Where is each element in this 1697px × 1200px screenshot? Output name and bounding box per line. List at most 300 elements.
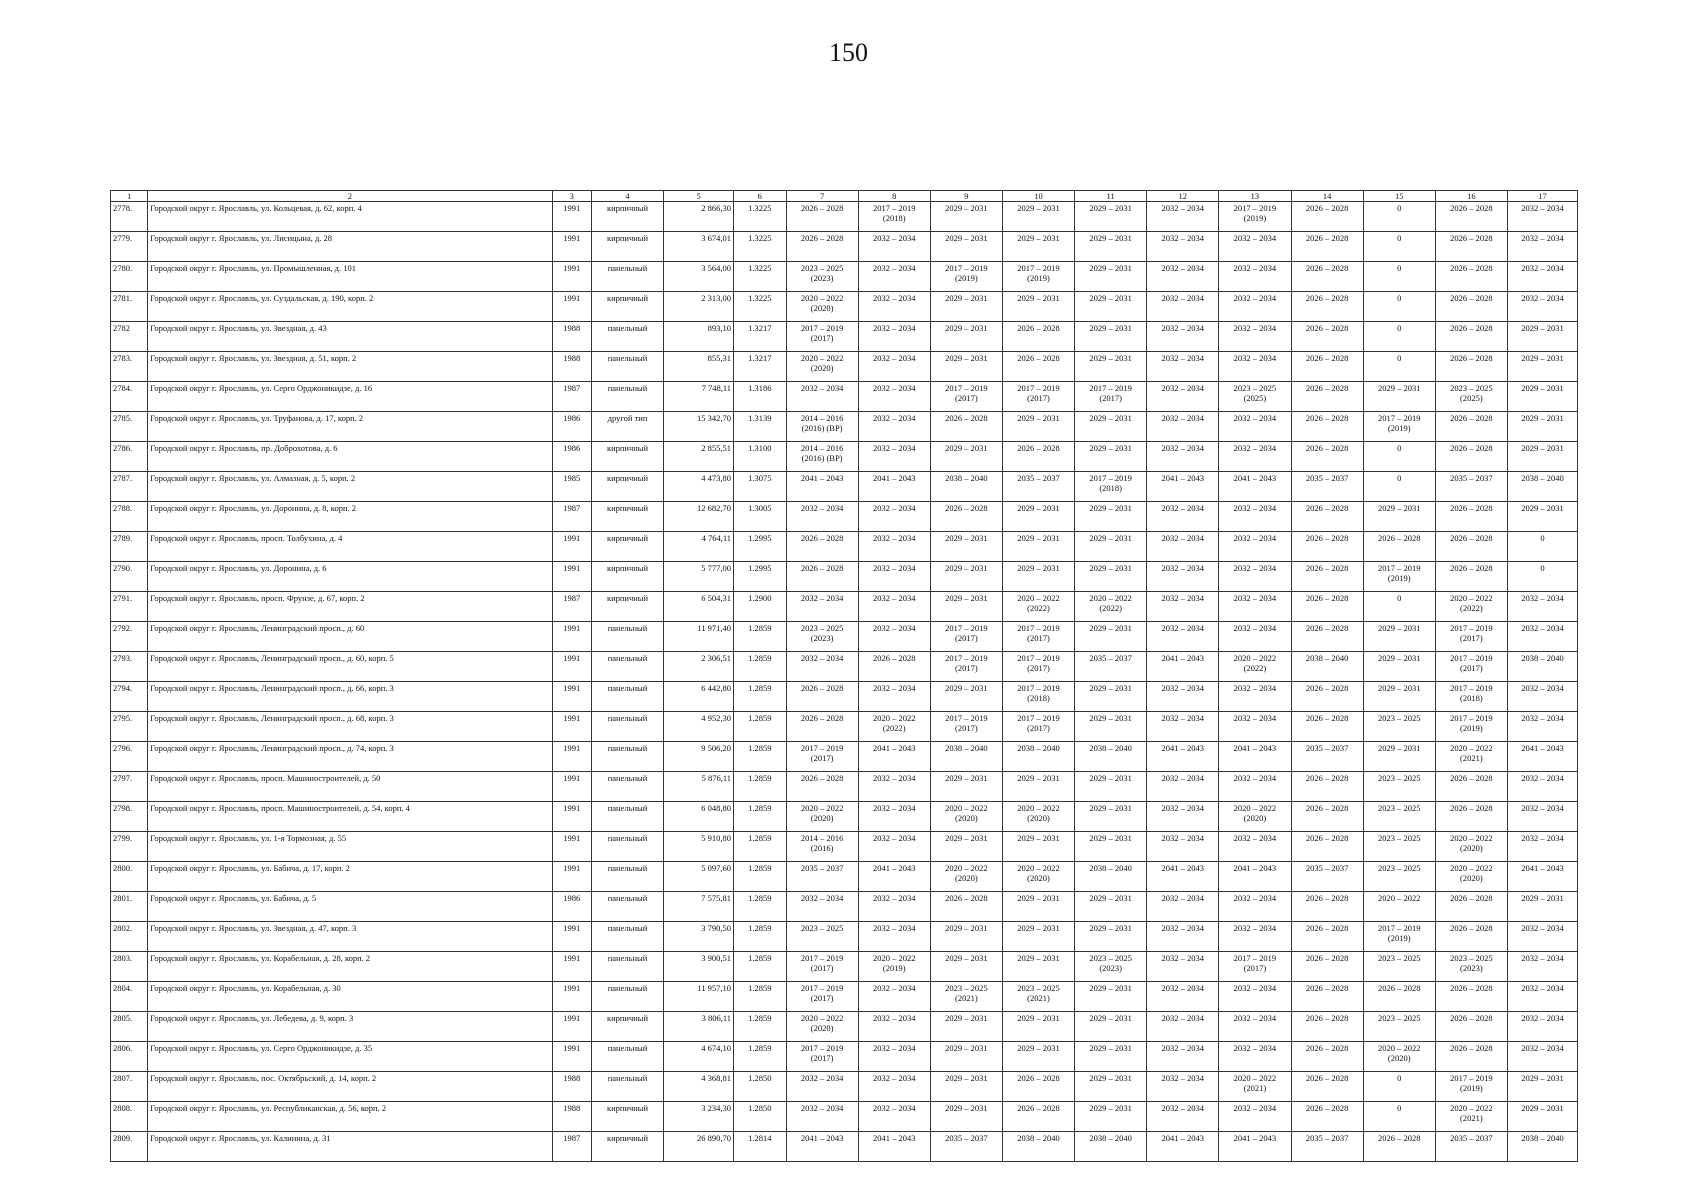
table-cell: 1991 [552,1012,591,1042]
table-cell: 2032 – 2034 [1507,1042,1577,1072]
table-cell: 2035 – 2037 [1291,472,1363,502]
table-cell: 2032 – 2034 [1147,292,1219,322]
table-cell: 2032 – 2034 [1219,982,1291,1012]
table-cell: 2032 – 2034 [858,442,930,472]
table-cell: 2041 – 2043 [858,472,930,502]
table-cell: 2026 – 2028 [1435,322,1507,352]
table-cell: 2029 – 2031 [1507,502,1577,532]
table-cell: 2026 – 2028 [1291,712,1363,742]
table-cell: 2032 – 2034 [1219,232,1291,262]
table-cell: 2032 – 2034 [1219,532,1291,562]
table-cell: 1987 [552,382,591,412]
table-cell: Городской округ г. Ярославль, ул. Серго Орджоникидзе, д. 16 [148,382,552,412]
table-cell: 1.2814 [734,1132,786,1162]
table-cell: Городской округ г. Ярославль, просп. Машиностроителей, д. 50 [148,772,552,802]
table-row [111,562,1578,592]
table-cell: 2026 – 2028 [1435,352,1507,382]
table-cell: 2026 – 2028 [1291,982,1363,1012]
table-cell: 11 971,40 [664,622,734,652]
table-cell: 2808. [111,1102,148,1132]
column-header: 14 [1291,191,1363,202]
table-cell: 2026 – 2028 [1291,322,1363,352]
table-cell: 2032 – 2034 [1219,922,1291,952]
table-cell: 2032 – 2034 [1147,712,1219,742]
table-cell: панельный [591,922,663,952]
table-cell: Городской округ г. Ярославль, ул. 1-я Тормозная, д. 55 [148,832,552,862]
table-cell: 2026 – 2028 [1291,952,1363,982]
table-cell: 2020 – 2022 (2020) [786,802,858,832]
table-cell: Городской округ г. Ярославль, ул. Алмазная, д. 5, корп. 2 [148,472,552,502]
table-cell: 1991 [552,652,591,682]
table-cell: 2026 – 2028 [1291,202,1363,232]
table-cell: 1.3100 [734,442,786,472]
table-cell: Городской округ г. Ярославль, ул. Корабельная, д. 28, корп. 2 [148,952,552,982]
table-cell: 2783. [111,352,148,382]
table-cell: 1991 [552,532,591,562]
table-cell: 2026 – 2028 [1291,532,1363,562]
table-cell: 2784. [111,382,148,412]
table-cell: панельный [591,652,663,682]
table-cell: 5 777,00 [664,562,734,592]
column-header: 11 [1075,191,1147,202]
table-cell: 1991 [552,862,591,892]
table-cell: 1991 [552,622,591,652]
table-cell: панельный [591,352,663,382]
table-cell: 1991 [552,712,591,742]
table-cell: 1.2850 [734,1072,786,1102]
table-cell: 2026 – 2028 [1002,442,1074,472]
table-cell: 2781. [111,292,148,322]
table-cell: 2032 – 2034 [1147,892,1219,922]
table-cell: 2020 – 2022 (2020) [930,862,1002,892]
table-cell: 1.2859 [734,952,786,982]
table-cell: 2026 – 2028 [1435,232,1507,262]
table-row [111,802,1578,832]
table-cell: панельный [591,772,663,802]
table-cell: 2023 – 2025 (2021) [930,982,1002,1012]
table-cell: 2026 – 2028 [1291,892,1363,922]
table-cell: 2782 [111,322,148,352]
table-cell: 2020 – 2022 (2022) [1002,592,1074,622]
table-row [111,742,1578,772]
table-cell: 2786. [111,442,148,472]
table-cell: 2032 – 2034 [786,592,858,622]
table-cell: 2029 – 2031 [1507,892,1577,922]
table-cell: 2026 – 2028 [786,202,858,232]
table-cell: 2029 – 2031 [1075,832,1147,862]
table-cell: 2032 – 2034 [858,412,930,442]
table-cell: 2032 – 2034 [1147,952,1219,982]
table-cell: 2026 – 2028 [1435,532,1507,562]
table-cell: 2032 – 2034 [1219,442,1291,472]
table-cell: 2026 – 2028 [1363,1132,1435,1162]
table-cell: 2032 – 2034 [858,682,930,712]
table-cell: 2029 – 2031 [1075,802,1147,832]
table-cell: 2029 – 2031 [1075,412,1147,442]
table-cell: 2035 – 2037 [1435,472,1507,502]
table-cell: 2029 – 2031 [1075,682,1147,712]
table-cell: 2035 – 2037 [1435,1132,1507,1162]
table-row [111,1012,1578,1042]
table-cell: 2032 – 2034 [858,322,930,352]
table-cell: 2788. [111,502,148,532]
table-cell: 2029 – 2031 [1363,502,1435,532]
table-cell: 1986 [552,442,591,472]
table-cell: 2017 – 2019 (2017) [786,1042,858,1072]
table-cell: 2038 – 2040 [1291,652,1363,682]
table-cell: 2799. [111,832,148,862]
table-cell: 2020 – 2022 (2020) [1435,832,1507,862]
table-cell: панельный [591,382,663,412]
table-cell: 1.3186 [734,382,786,412]
table-row [111,982,1578,1012]
table-cell: 2020 – 2022 (2022) [858,712,930,742]
table-cell: 2032 – 2034 [1507,232,1577,262]
table-cell: 2029 – 2031 [1363,622,1435,652]
table-cell: 893,10 [664,322,734,352]
table-cell: 2038 – 2040 [1002,742,1074,772]
table-cell: 0 [1363,592,1435,622]
table-cell: Городской округ г. Ярославль, ул. Республиканская, д. 56, корп. 2 [148,1102,552,1132]
table-cell: 2032 – 2034 [858,772,930,802]
table-cell: 2032 – 2034 [858,1012,930,1042]
table-cell: 0 [1363,1072,1435,1102]
table-cell: 2032 – 2034 [1219,502,1291,532]
table-cell: 1.3225 [734,262,786,292]
table-cell: Городской округ г. Ярославль, ул. Лебедева, д. 9, корп. 3 [148,1012,552,1042]
table-cell: 2032 – 2034 [858,622,930,652]
table-row [111,1132,1578,1162]
table-cell: 6 048,80 [664,802,734,832]
table-cell: 2023 – 2025 [786,922,858,952]
table-cell: 2032 – 2034 [1219,292,1291,322]
table-cell: 2032 – 2034 [1507,592,1577,622]
table-cell: 2017 – 2019 (2019) [1363,562,1435,592]
table-cell: 2032 – 2034 [1147,202,1219,232]
table-cell: 1.3217 [734,352,786,382]
table-cell: 3 806,11 [664,1012,734,1042]
table-cell: кирпичный [591,502,663,532]
table-cell: 2017 – 2019 (2019) [1363,412,1435,442]
table-cell: 2026 – 2028 [1291,622,1363,652]
table-cell: 2026 – 2028 [1363,532,1435,562]
table-cell: 2017 – 2019 (2017) [1002,382,1074,412]
table-row [111,352,1578,382]
table-cell: 1.2900 [734,592,786,622]
table-cell: 2032 – 2034 [858,1102,930,1132]
table-cell: 2026 – 2028 [1435,292,1507,322]
table-cell: 2023 – 2025 (2023) [1435,952,1507,982]
table-cell: Городской округ г. Ярославль, просп. Толбухина, д. 4 [148,532,552,562]
table-row [111,442,1578,472]
table-cell: 2032 – 2034 [858,1042,930,1072]
column-header: 16 [1435,191,1507,202]
table-cell: панельный [591,622,663,652]
table-cell: 2035 – 2037 [1075,652,1147,682]
table-cell: 2017 – 2019 (2017) [930,652,1002,682]
table-cell: 2029 – 2031 [1075,622,1147,652]
table-cell: 2032 – 2034 [858,982,930,1012]
table-cell: 1988 [552,352,591,382]
table-cell: 1991 [552,202,591,232]
table-cell: 2029 – 2031 [1075,1012,1147,1042]
table-cell: 2800. [111,862,148,892]
table-cell: 2791. [111,592,148,622]
table-cell: 2020 – 2022 (2021) [1219,1072,1291,1102]
table-cell: 2787. [111,472,148,502]
table-cell: 2796. [111,742,148,772]
table-cell: 2029 – 2031 [1075,532,1147,562]
table-cell: 2026 – 2028 [1435,1012,1507,1042]
table-cell: 1991 [552,262,591,292]
table-cell: 6 442,80 [664,682,734,712]
table-cell: 2029 – 2031 [1002,532,1074,562]
table-cell: 2038 – 2040 [1507,1132,1577,1162]
table-cell: 2026 – 2028 [786,682,858,712]
table-cell: 1.3005 [734,502,786,532]
table-cell: 1.2859 [734,832,786,862]
table-cell: 2026 – 2028 [1291,292,1363,322]
table-cell: 2029 – 2031 [1002,232,1074,262]
table-cell: Городской округ г. Ярославль, ул. Калинина, д. 31 [148,1132,552,1162]
table-cell: 2029 – 2031 [930,682,1002,712]
table-cell: панельный [591,892,663,922]
table-cell: 2014 – 2016 (2016) (ВР) [786,412,858,442]
table-cell: 2029 – 2031 [1507,1102,1577,1132]
table-row [111,622,1578,652]
table-row [111,712,1578,742]
table-cell: 2026 – 2028 [1435,562,1507,592]
table-cell: панельный [591,982,663,1012]
table-cell: 2041 – 2043 [786,1132,858,1162]
table-cell: 2017 – 2019 (2017) [1219,952,1291,982]
table-row [111,1042,1578,1072]
table-cell: 2041 – 2043 [1147,652,1219,682]
table-cell: 0 [1507,532,1577,562]
table-cell: 2032 – 2034 [1147,592,1219,622]
table-cell: 2029 – 2031 [1002,562,1074,592]
table-cell: 2032 – 2034 [1219,712,1291,742]
table-cell: 2017 – 2019 (2019) [1435,1072,1507,1102]
table-cell: Городской округ г. Ярославль, ул. Лисицына, д. 28 [148,232,552,262]
table-cell: 2032 – 2034 [1147,622,1219,652]
table-cell: Городской округ г. Ярославль, ул. Серго Орджоникидзе, д. 35 [148,1042,552,1072]
table-cell: 2017 – 2019 (2019) [1002,262,1074,292]
table-cell: 1988 [552,1102,591,1132]
table-cell: 2029 – 2031 [1075,712,1147,742]
table-cell: 2032 – 2034 [1507,682,1577,712]
table-cell: 2017 – 2019 (2018) [1002,682,1074,712]
table-cell: 2032 – 2034 [1507,802,1577,832]
table-cell: 2032 – 2034 [1219,352,1291,382]
table-cell: 2026 – 2028 [1291,232,1363,262]
table-cell: 2026 – 2028 [1291,832,1363,862]
table-row [111,532,1578,562]
table-cell: 2794. [111,682,148,712]
table-cell: 2029 – 2031 [930,292,1002,322]
table-cell: Городской округ г. Ярославль, ул. Звездная, д. 47, корп. 3 [148,922,552,952]
table-row [111,262,1578,292]
table-cell: 2029 – 2031 [1002,1042,1074,1072]
table-cell: 1991 [552,772,591,802]
table-cell: 2801. [111,892,148,922]
table-cell: 9 506,20 [664,742,734,772]
table-cell: 2017 – 2019 (2018) [858,202,930,232]
table-cell: 2026 – 2028 [786,532,858,562]
table-cell: кирпичный [591,1012,663,1042]
table-cell: 2029 – 2031 [1363,382,1435,412]
table-cell: Городской округ г. Ярославль, просп. Машиностроителей, д. 54, корп. 4 [148,802,552,832]
table-cell: Городской округ г. Ярославль, ул. Кольцевая, д. 62, корп. 4 [148,202,552,232]
table-cell: 2026 – 2028 [1002,352,1074,382]
table-cell: 4 473,80 [664,472,734,502]
table-cell: панельный [591,712,663,742]
table-cell: 2792. [111,622,148,652]
table-cell: 2806. [111,1042,148,1072]
table-cell: панельный [591,322,663,352]
table-cell: 2023 – 2025 [1363,952,1435,982]
table-cell: Городской округ г. Ярославль, ул. Промышленная, д. 101 [148,262,552,292]
table-row [111,832,1578,862]
table-cell: 2032 – 2034 [1507,772,1577,802]
table-row [111,682,1578,712]
table-cell: 2029 – 2031 [930,1012,1002,1042]
table-cell: 4 368,81 [664,1072,734,1102]
table-cell: 0 [1363,322,1435,352]
table-cell: 2032 – 2034 [858,802,930,832]
table-cell: 0 [1363,232,1435,262]
table-cell: 2020 – 2022 (2020) [1219,802,1291,832]
table-cell: 2026 – 2028 [1002,1072,1074,1102]
table-row [111,382,1578,412]
table-cell: 2032 – 2034 [1507,262,1577,292]
table-cell: 1988 [552,1072,591,1102]
table-cell: 2029 – 2031 [1075,502,1147,532]
table-cell: 2029 – 2031 [1075,922,1147,952]
table-cell: 2032 – 2034 [1147,682,1219,712]
table-cell: 2023 – 2025 [1363,712,1435,742]
table-cell: 2 313,00 [664,292,734,322]
table-cell: кирпичный [591,1102,663,1132]
table-cell: 2038 – 2040 [930,472,1002,502]
table-cell: 2020 – 2022 (2020) [786,352,858,382]
table-cell: 2032 – 2034 [1507,922,1577,952]
table-cell: 2026 – 2028 [1291,772,1363,802]
table-cell: 2026 – 2028 [1435,262,1507,292]
table-cell: 2023 – 2025 [1363,832,1435,862]
table-cell: 2029 – 2031 [930,952,1002,982]
table-cell: 1.2859 [734,802,786,832]
table-cell: 2014 – 2016 (2016) (ВР) [786,442,858,472]
table-cell: 2032 – 2034 [1219,772,1291,802]
table-cell: 2041 – 2043 [1147,862,1219,892]
table-cell: 0 [1363,1102,1435,1132]
table-cell: 2032 – 2034 [1507,292,1577,322]
table-cell: 2023 – 2025 (2025) [1219,382,1291,412]
table-cell: 2035 – 2037 [1291,742,1363,772]
table-cell: панельный [591,742,663,772]
table-cell: 2032 – 2034 [786,1072,858,1102]
table-cell: 2029 – 2031 [1507,1072,1577,1102]
table-cell: 2032 – 2034 [1147,352,1219,382]
table-cell: кирпичный [591,472,663,502]
table-cell: 1991 [552,982,591,1012]
table-cell: 2020 – 2022 (2020) [1002,802,1074,832]
table-cell: 2026 – 2028 [930,502,1002,532]
table-cell: 2778. [111,202,148,232]
column-header: 5 [664,191,734,202]
table-cell: 2041 – 2043 [858,742,930,772]
table-cell: 2032 – 2034 [1219,322,1291,352]
table-cell: 2032 – 2034 [1507,982,1577,1012]
table-cell: 2029 – 2031 [1002,952,1074,982]
table-cell: 2026 – 2028 [1291,502,1363,532]
table-cell: Городской округ г. Ярославль, ул. Корабельная, д. 30 [148,982,552,1012]
table-cell: 2026 – 2028 [1435,892,1507,922]
table-cell: 2032 – 2034 [858,292,930,322]
table-cell: панельный [591,832,663,862]
header-row [111,191,1578,202]
table-cell: 2026 – 2028 [1435,982,1507,1012]
table-cell: 2805. [111,1012,148,1042]
table-cell: Городской округ г. Ярославль, ул. Бабича, д. 17, корп. 2 [148,862,552,892]
table-cell: Городской округ г. Ярославль, Ленинградский просп., д. 66, корп. 3 [148,682,552,712]
table-cell: 2029 – 2031 [1075,982,1147,1012]
table-cell: 1.2859 [734,772,786,802]
table-cell: 2032 – 2034 [1147,922,1219,952]
table-cell: 2029 – 2031 [930,922,1002,952]
table-cell: 1.3075 [734,472,786,502]
table-cell: 2035 – 2037 [1291,862,1363,892]
table-cell: панельный [591,952,663,982]
table-cell: 0 [1363,352,1435,382]
table-cell: 2023 – 2025 (2023) [786,622,858,652]
table-cell: 2804. [111,982,148,1012]
table-cell: 1.2859 [734,652,786,682]
table-cell: 2017 – 2019 (2018) [1435,682,1507,712]
table-cell: 2029 – 2031 [1075,892,1147,922]
table-cell: 2793. [111,652,148,682]
table-cell: 2026 – 2028 [1291,382,1363,412]
table-cell: 2020 – 2022 (2020) [786,1012,858,1042]
table-row [111,1102,1578,1132]
table-cell: 2026 – 2028 [1435,802,1507,832]
table-row [111,412,1578,442]
table-cell: 2017 – 2019 (2018) [1075,472,1147,502]
table-cell: 2017 – 2019 (2017) [786,322,858,352]
table-cell: 2038 – 2040 [1507,472,1577,502]
table-row [111,292,1578,322]
table-cell: 5 876,11 [664,772,734,802]
column-header: 6 [734,191,786,202]
table-cell: 2017 – 2019 (2017) [930,712,1002,742]
table-cell: 2780. [111,262,148,292]
table-cell: 2020 – 2022 (2022) [1435,592,1507,622]
table-cell: 2032 – 2034 [1147,412,1219,442]
table-cell: 2041 – 2043 [858,1132,930,1162]
table-cell: 2029 – 2031 [1002,922,1074,952]
table-cell: 2029 – 2031 [1002,892,1074,922]
table-cell: панельный [591,1072,663,1102]
table-cell: 2017 – 2019 (2017) [786,982,858,1012]
table-cell: 2026 – 2028 [1363,982,1435,1012]
table-cell: 2029 – 2031 [1075,352,1147,382]
table-cell: 1.2859 [734,862,786,892]
table-cell: 0 [1363,292,1435,322]
table-cell: Городской округ г. Ярославль, Ленинградский просп., д. 60 [148,622,552,652]
table-cell: панельный [591,1042,663,1072]
table-cell: 2029 – 2031 [1002,772,1074,802]
